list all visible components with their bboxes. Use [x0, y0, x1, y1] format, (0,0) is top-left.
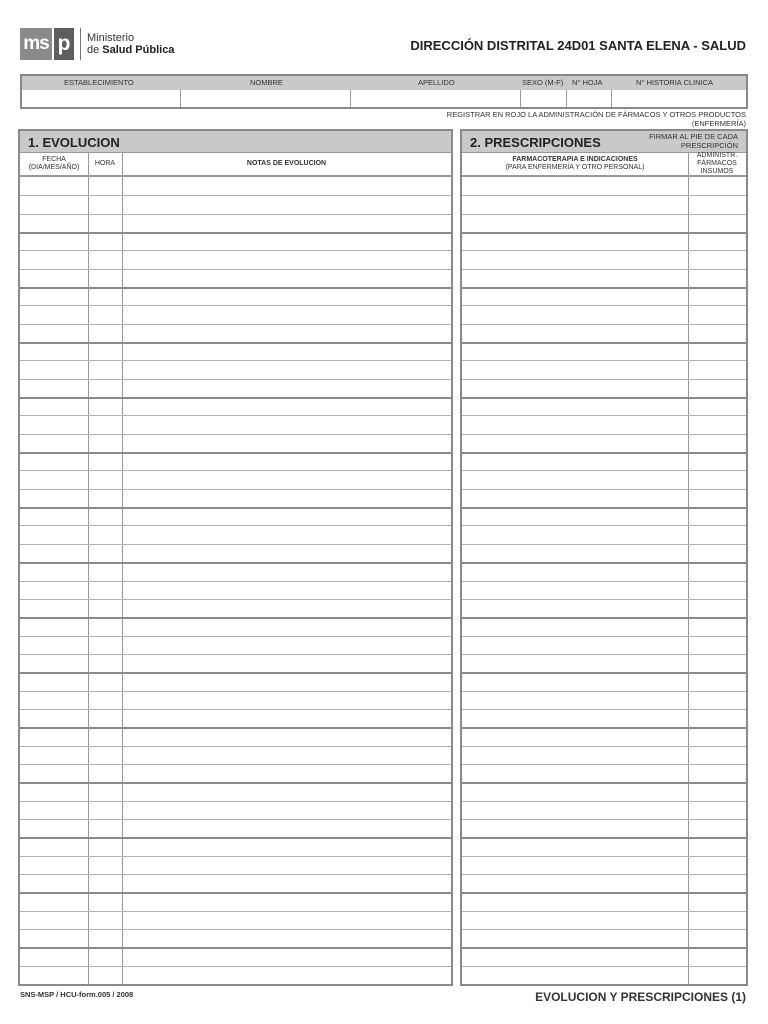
col-header-notas	[122, 153, 451, 177]
table-row-line	[20, 305, 451, 306]
table-row-line	[20, 801, 451, 802]
form-code: SNS-MSP / HCU-form.005 / 2008	[20, 990, 134, 999]
field-historia-clinica[interactable]	[611, 90, 746, 107]
label-historia-clinica: N° HISTORIA CLINICA	[636, 78, 714, 87]
table-row-line	[20, 269, 451, 270]
col-admin-line2: FÁRMACOS	[697, 160, 737, 167]
col-admin-line3: INSUMOS	[700, 168, 734, 175]
ministry-line1: Ministerio	[87, 32, 135, 44]
table-row-line	[462, 837, 746, 839]
table-row-line	[462, 874, 746, 875]
col-header-hora	[88, 153, 122, 177]
document-title: DIRECCIÓN DISTRITAL 24D01 SANTA ELENA - SALUD	[410, 38, 746, 53]
form-title: EVOLUCION Y PRESCRIPCIONES (1)	[535, 990, 746, 1004]
table-row-line	[462, 856, 746, 857]
table-row-line	[462, 617, 746, 619]
label-sexo: SEXO (M-F)	[522, 78, 564, 87]
table-row-line	[20, 287, 451, 289]
table-row-line	[20, 727, 451, 729]
table-row-line	[20, 929, 451, 930]
field-apellido[interactable]	[350, 90, 520, 107]
table-row-line	[20, 342, 451, 344]
table-row-line	[20, 636, 451, 637]
table-row-line	[20, 874, 451, 875]
table-row-line	[20, 746, 451, 747]
table-row-line	[462, 801, 746, 802]
table-row-line	[462, 544, 746, 545]
field-hoja[interactable]	[566, 90, 611, 107]
table-row-line	[462, 911, 746, 912]
table-row-line	[462, 709, 746, 710]
table-row-line	[462, 966, 746, 967]
table-row-line	[20, 617, 451, 619]
table-row-line	[462, 195, 746, 196]
evolucion-title: 1. EVOLUCION	[28, 135, 120, 150]
table-row-line	[20, 599, 451, 600]
field-sexo[interactable]	[520, 90, 566, 107]
table-row-line	[20, 525, 451, 526]
table-row-line	[20, 691, 451, 692]
table-row-line	[462, 507, 746, 509]
table-row-line	[462, 764, 746, 765]
field-establecimiento[interactable]	[22, 90, 180, 107]
table-row-line	[462, 269, 746, 270]
table-row-line	[20, 232, 451, 234]
table-row-line	[462, 599, 746, 600]
patient-input-row	[22, 90, 746, 107]
col-fecha-line1: FECHA	[42, 156, 66, 163]
prescripciones-panel	[460, 129, 748, 986]
label-apellido: APELLIDO	[418, 78, 455, 87]
table-row-line	[462, 434, 746, 435]
table-row-line	[462, 727, 746, 729]
col-admin-line1: ADMINISTR.	[696, 152, 738, 159]
table-row-line	[462, 379, 746, 380]
evolucion-grid[interactable]	[20, 177, 451, 984]
table-row-line	[20, 507, 451, 509]
table-row-line	[20, 195, 451, 196]
patient-info-band	[20, 74, 748, 109]
table-row-line	[20, 892, 451, 894]
col-header-administr	[688, 153, 746, 177]
table-row-line	[462, 415, 746, 416]
logo-p-block: p	[52, 28, 74, 60]
table-row-line	[462, 305, 746, 306]
table-row-line	[20, 562, 451, 564]
table-row-line	[20, 581, 451, 582]
prescripciones-title: 2. PRESCRIPCIONES	[470, 135, 601, 150]
col-notas-label: NOTAS DE EVOLUCION	[246, 160, 327, 167]
logo-separator	[80, 28, 81, 60]
patient-labels-row	[22, 76, 746, 90]
table-row-line	[20, 324, 451, 325]
table-row-line	[462, 581, 746, 582]
table-row-line	[462, 636, 746, 637]
label-nombre: NOMBRE	[250, 78, 283, 87]
table-row-line	[20, 911, 451, 912]
table-row-line	[462, 324, 746, 325]
table-row-line	[20, 360, 451, 361]
logo-ms-block: ms	[20, 28, 52, 60]
table-row-line	[462, 654, 746, 655]
ministry-name	[87, 32, 174, 56]
prescripciones-grid[interactable]	[462, 177, 746, 984]
table-row-line	[20, 434, 451, 435]
table-row-line	[462, 525, 746, 526]
col-farm-line1: FARMACOTERAPIA E INDICACIONES	[512, 156, 638, 163]
table-row-line	[20, 709, 451, 710]
table-row-line	[20, 764, 451, 765]
label-establecimiento: ESTABLECIMIENTO	[64, 78, 134, 87]
table-row-line	[462, 562, 746, 564]
table-row-line	[20, 379, 451, 380]
col-hora-label: HORA	[94, 160, 116, 167]
table-row-line	[462, 287, 746, 289]
table-row-line	[20, 415, 451, 416]
table-row-line	[462, 452, 746, 454]
msp-logo-mark	[20, 28, 74, 60]
table-row-line	[20, 819, 451, 820]
prescripciones-title-bar	[462, 131, 746, 153]
col-farm-line2: (PARA ENFERMERÍA Y OTRO PERSONAL)	[505, 164, 645, 171]
table-row-line	[462, 947, 746, 949]
table-row-line	[462, 470, 746, 471]
table-row-line	[462, 360, 746, 361]
table-row-line	[462, 214, 746, 215]
table-row-line	[20, 397, 451, 399]
table-row-line	[462, 929, 746, 930]
table-row-line	[20, 489, 451, 490]
table-row-line	[20, 654, 451, 655]
table-row-line	[462, 782, 746, 784]
ministry-line2-prefix: de	[87, 44, 103, 56]
table-row-line	[462, 397, 746, 399]
col-fecha-line2: (DIA/MES/AÑO)	[28, 164, 80, 171]
table-row-line	[462, 892, 746, 894]
table-row-line	[20, 966, 451, 967]
ministry-line2	[87, 44, 174, 56]
field-nombre[interactable]	[180, 90, 350, 107]
table-row-line	[20, 452, 451, 454]
table-row-line	[20, 837, 451, 839]
label-hoja: N° HOJA	[572, 78, 603, 87]
table-row-line	[20, 214, 451, 215]
table-row-line	[20, 470, 451, 471]
table-row-line	[20, 947, 451, 949]
table-row-line	[20, 672, 451, 674]
table-row-line	[462, 672, 746, 674]
table-row-line	[462, 691, 746, 692]
evolucion-panel	[18, 129, 453, 986]
prescripciones-sign-note: FIRMAR AL PIE DE CADA PRESCRIPCIÓN	[649, 132, 738, 150]
table-row-line	[462, 342, 746, 344]
table-row-line	[20, 856, 451, 857]
table-row-line	[462, 250, 746, 251]
col-header-fecha	[20, 153, 88, 177]
table-row-line	[462, 489, 746, 490]
table-row-line	[462, 746, 746, 747]
ministry-line2-bold: Salud Pública	[102, 44, 175, 56]
col-header-farmacoterapia	[462, 153, 688, 177]
evolucion-title-bar	[20, 131, 451, 153]
table-row-line	[20, 250, 451, 251]
table-row-line	[20, 782, 451, 784]
table-row-line	[20, 544, 451, 545]
table-row-line	[462, 819, 746, 820]
table-row-line	[462, 232, 746, 234]
msp-logo	[20, 28, 174, 60]
register-note: REGISTRAR EN ROJO LA ADMINISTRACIÓN DE FÁRMACOS Y OTROS PRODUCTOS (ENFERMERÍA)	[446, 110, 746, 128]
